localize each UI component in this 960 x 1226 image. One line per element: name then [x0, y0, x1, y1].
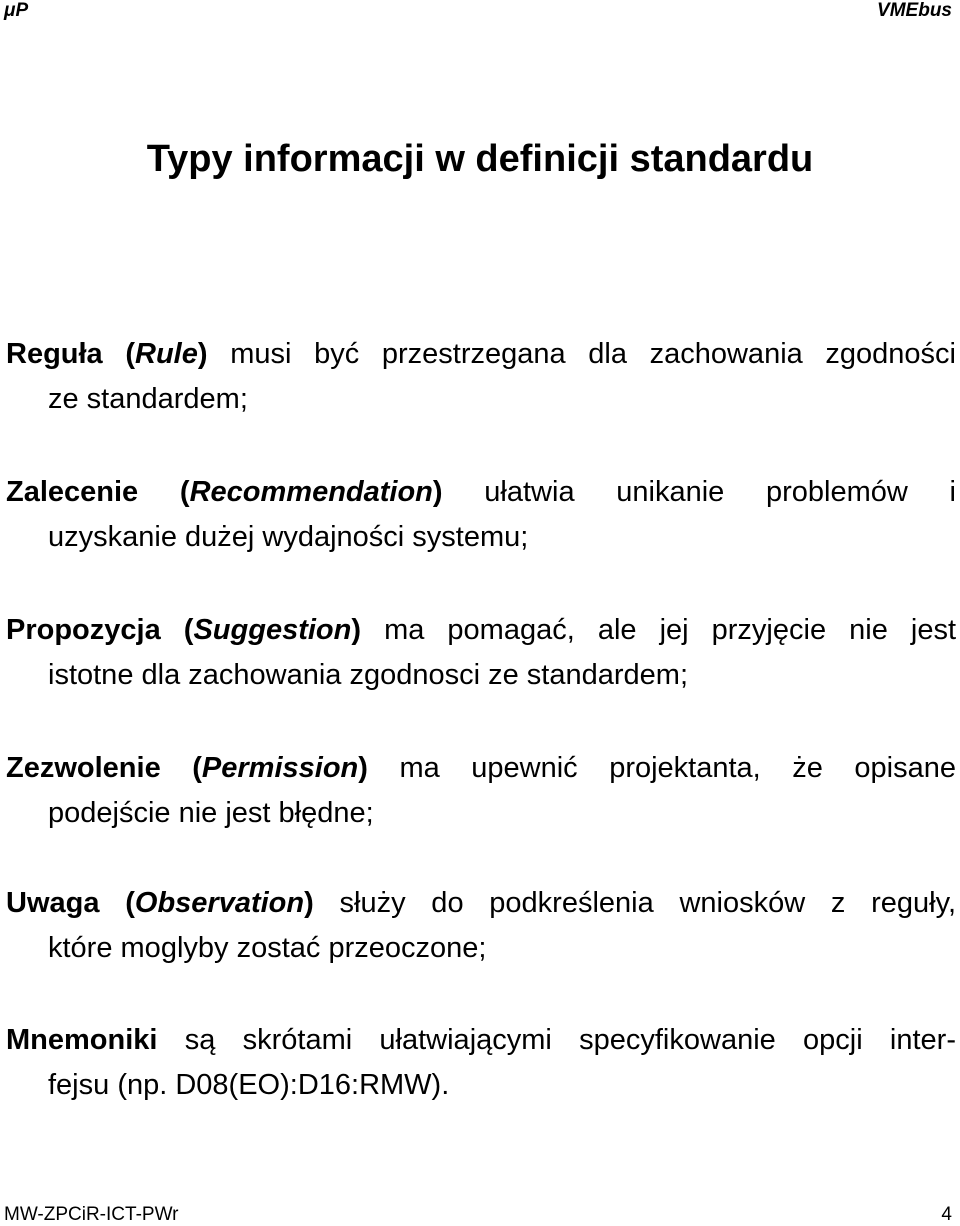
term: Reguła	[6, 338, 103, 370]
header-left-label: μP	[4, 0, 29, 21]
term-english: Recommendation	[189, 476, 433, 508]
definition-text: ma pomagać, ale jej przyjęcie nie jest	[384, 614, 956, 646]
definition-text: służy do podkreślenia wniosków z reguły,	[339, 887, 957, 919]
definition-item-observation: Uwaga (Observation) służy do podkreślenia wniosków z reguły, które moglyby zostać przeoczone;	[6, 881, 956, 971]
term: Propozycja	[6, 614, 161, 646]
page-title: Typy informacji w definicji standardu	[146, 138, 814, 180]
term-english: Suggestion	[193, 614, 352, 646]
page-number: 4	[941, 1204, 952, 1225]
footer-left-label: MW-ZPCiR-ICT-PWr	[4, 1204, 179, 1225]
definition-item-suggestion: Propozycja (Suggestion) ma pomagać, ale jej przyjęcie nie jest istotne dla zachowania zgodnosci ze standardem;	[6, 608, 956, 698]
definition-item-rule: Reguła (Rule) musi być przestrzegana dla zachowania zgodności ze standardem;	[6, 332, 956, 422]
definition-text: musi być przestrzegana dla zachowania zgodności	[230, 338, 956, 370]
definition-item-permission: Zezwolenie (Permission) ma upewnić projektanta, że opisane podejście nie jest błędne;	[6, 746, 956, 836]
definition-text: ma upewnić projektanta, że opisane	[399, 752, 956, 784]
definition-text: ułatwia unikanie problemów i	[484, 476, 957, 508]
term-english: Permission	[201, 752, 359, 784]
term-english: Rule	[135, 338, 198, 370]
definition-item-recommendation: Zalecenie (Recommendation) ułatwia unikanie problemów i uzyskanie dużej wydajności systemu;	[6, 470, 956, 560]
definition-text-cont: które moglyby zostać przeoczone;	[48, 932, 487, 964]
header-right-label: VMEbus	[877, 0, 952, 21]
definition-text-cont: fejsu (np. D08(EO):D16:RMW).	[48, 1069, 450, 1101]
definition-text: są skrótami ułatwiającymi specyfikowanie opcji inter-	[184, 1024, 956, 1056]
definition-item-mnemonics	[6, 1018, 956, 1108]
term-english: Observation	[134, 887, 305, 919]
term: Zezwolenie	[6, 752, 161, 784]
definition-text-cont: istotne dla zachowania zgodnosci ze standardem;	[48, 659, 688, 691]
definition-text-cont: podejście nie jest błędne;	[48, 797, 374, 829]
term: Mnemoniki	[6, 1024, 158, 1056]
term: Uwaga	[6, 887, 100, 919]
term: Zalecenie	[6, 476, 139, 508]
definition-text-cont: uzyskanie dużej wydajności systemu;	[48, 521, 529, 553]
definition-text-cont: ze standardem;	[48, 383, 248, 415]
